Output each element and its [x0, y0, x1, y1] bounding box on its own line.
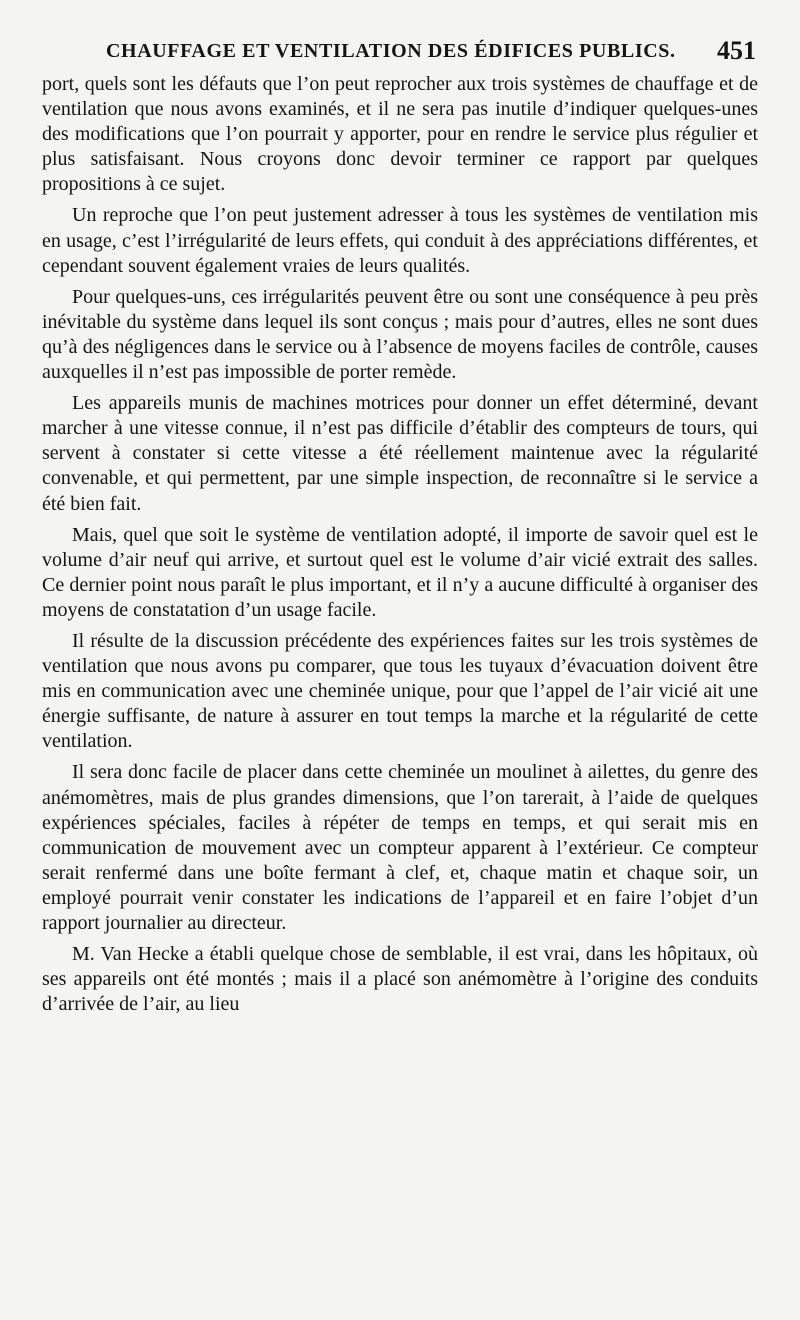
running-head: [42, 26, 758, 70]
paragraph-4: Les appareils munis de machines motrices pour donner un effet déterminé, devant marcher à une vitesse connue, il n’est pas difficile d’établir des compteurs de tours, qui servent à constater si cette vitesse a été réellement maintenue avec la régularité convenable, et qui permettent, par une simple inspection, de reconnaître si le service a été bien fait.: [42, 392, 758, 515]
paragraph-1: port, quels sont les défauts que l’on peut reprocher aux trois systèmes de chauffage et de ventilation que nous avons examinés, et il ne sera pas inutile d’indiquer quelques-unes des modifications que l’on pourrait y apporter, pour en rendre le service plus régulier et plus satisfaisant. Nous croyons donc devoir terminer ce rapport par quelques propositions à ce sujet.: [42, 73, 758, 196]
page-body: [42, 72, 758, 1017]
paragraph-7: Il sera donc facile de placer dans cette cheminée un moulinet à ailettes, du genre des anémomètres, mais de plus grandes dimensions, que l’on tarerait, à l’aide de quelques expériences spéciales, faciles à répéter de temps en temps, et qui serait mis en communication de mouvement avec un compteur apparent à l’extérieur. Ce compteur serait renfermé dans une boîte fermant à clef, et, chaque matin et chaque soir, un employé pourrait venir constater les indications de l’appareil et en faire l’objet d’un rapport journalier au directeur.: [42, 761, 758, 934]
running-title: CHAUFFAGE ET VENTILATION DES ÉDIFICES PUBLICS.: [106, 40, 676, 62]
paragraph-2: Un reproche que l’on peut justement adresser à tous les systèmes de ventilation mis en usage, c’est l’irrégularité de leurs effets, qui conduit à des appréciations différentes, et cependant souvent également vraies de leurs qualités.: [42, 204, 758, 277]
paragraph-6: Il résulte de la discussion précédente des expériences faites sur les trois systèmes de ventilation que nous avons pu comparer, que tous les tuyaux d’évacuation doivent être mis en communication avec une cheminée unique, pour que l’appel de l’air vicié ait une énergie suffisante, de nature à assurer en tout temps la marche et la régularité de cette ventilation.: [42, 629, 758, 753]
paragraph-8: M. Van Hecke a établi quelque chose de semblable, il est vrai, dans les hôpitaux, où ses appareils ont été montés ; mais il a placé son anémomètre à l’origine des conduits d’arrivée de l’air, au lieu: [42, 943, 758, 1016]
page-number: 451: [717, 36, 756, 65]
paragraph-5: Mais, quel que soit le système de ventilation adopté, il importe de savoir quel est le volume d’air neuf qui arrive, et surtout quel est le volume d’air vicié extrait des salles. Ce dernier point nous paraît le plus important, et il n’y a aucune difficulté à organiser des moyens de constatation d’un usage facile.: [42, 523, 758, 621]
paragraph-3: Pour quelques-uns, ces irrégularités peuvent être ou sont une conséquence à peu près inévitable du système dans lequel ils sont conçus ; mais pour d’autres, elles ne sont dues qu’à des négligences dans le service ou à l’absence de moyens faciles de contrôle, causes auxquelles il n’est pas impossible de porter remède.: [42, 285, 758, 384]
